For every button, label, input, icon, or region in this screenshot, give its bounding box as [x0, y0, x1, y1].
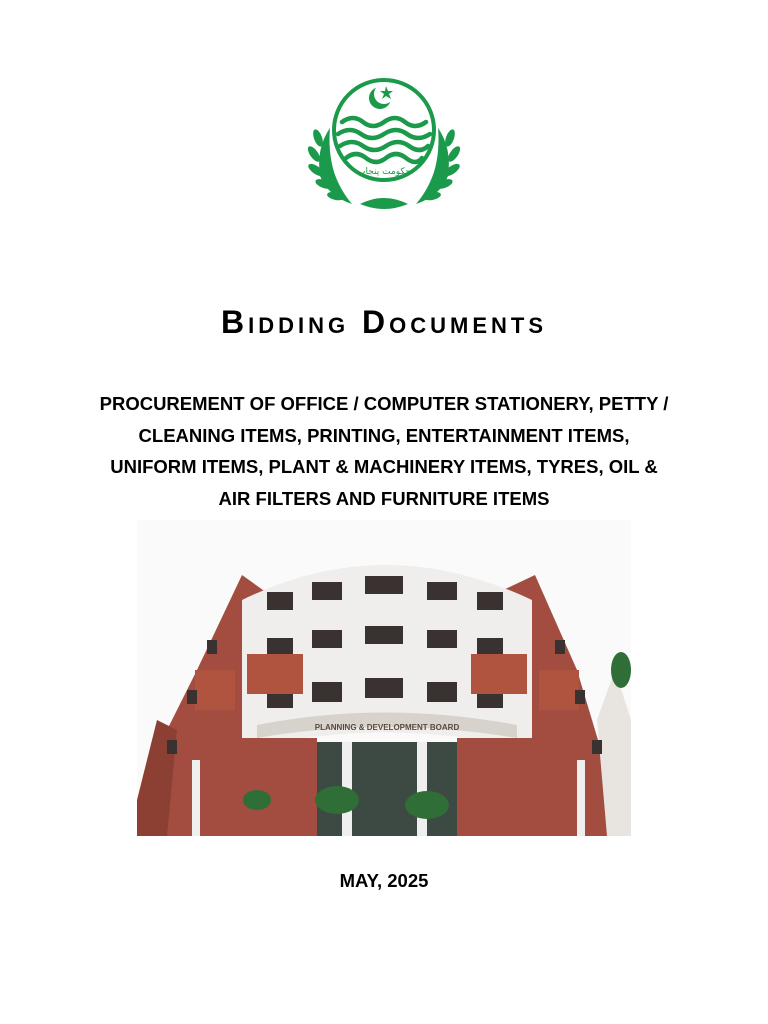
- building-sign-text: PLANNING & DEVELOPMENT BOARD: [314, 723, 460, 732]
- emblem-urdu-text: حکومت پنجاب: [357, 167, 411, 177]
- subtitle-line: CLEANING ITEMS, PRINTING, ENTERTAINMENT ITEMS,: [138, 424, 630, 446]
- subtitle-line: UNIFORM ITEMS, PLANT & MACHINERY ITEMS, TYRES, OIL &: [110, 456, 658, 477]
- document-title: Bidding Documents: [221, 304, 547, 340]
- subtitle-line: PROCUREMENT OF OFFICE / COMPUTER STATIONERY, PETTY /: [99, 393, 669, 414]
- government-of-punjab-emblem-icon: [300, 68, 468, 216]
- document-subtitle: [80, 388, 688, 514]
- subtitle-line: AIR FILTERS AND FURNITURE ITEMS: [218, 487, 550, 509]
- document-date: MAY, 2025: [339, 870, 429, 891]
- building-photo: [137, 520, 631, 836]
